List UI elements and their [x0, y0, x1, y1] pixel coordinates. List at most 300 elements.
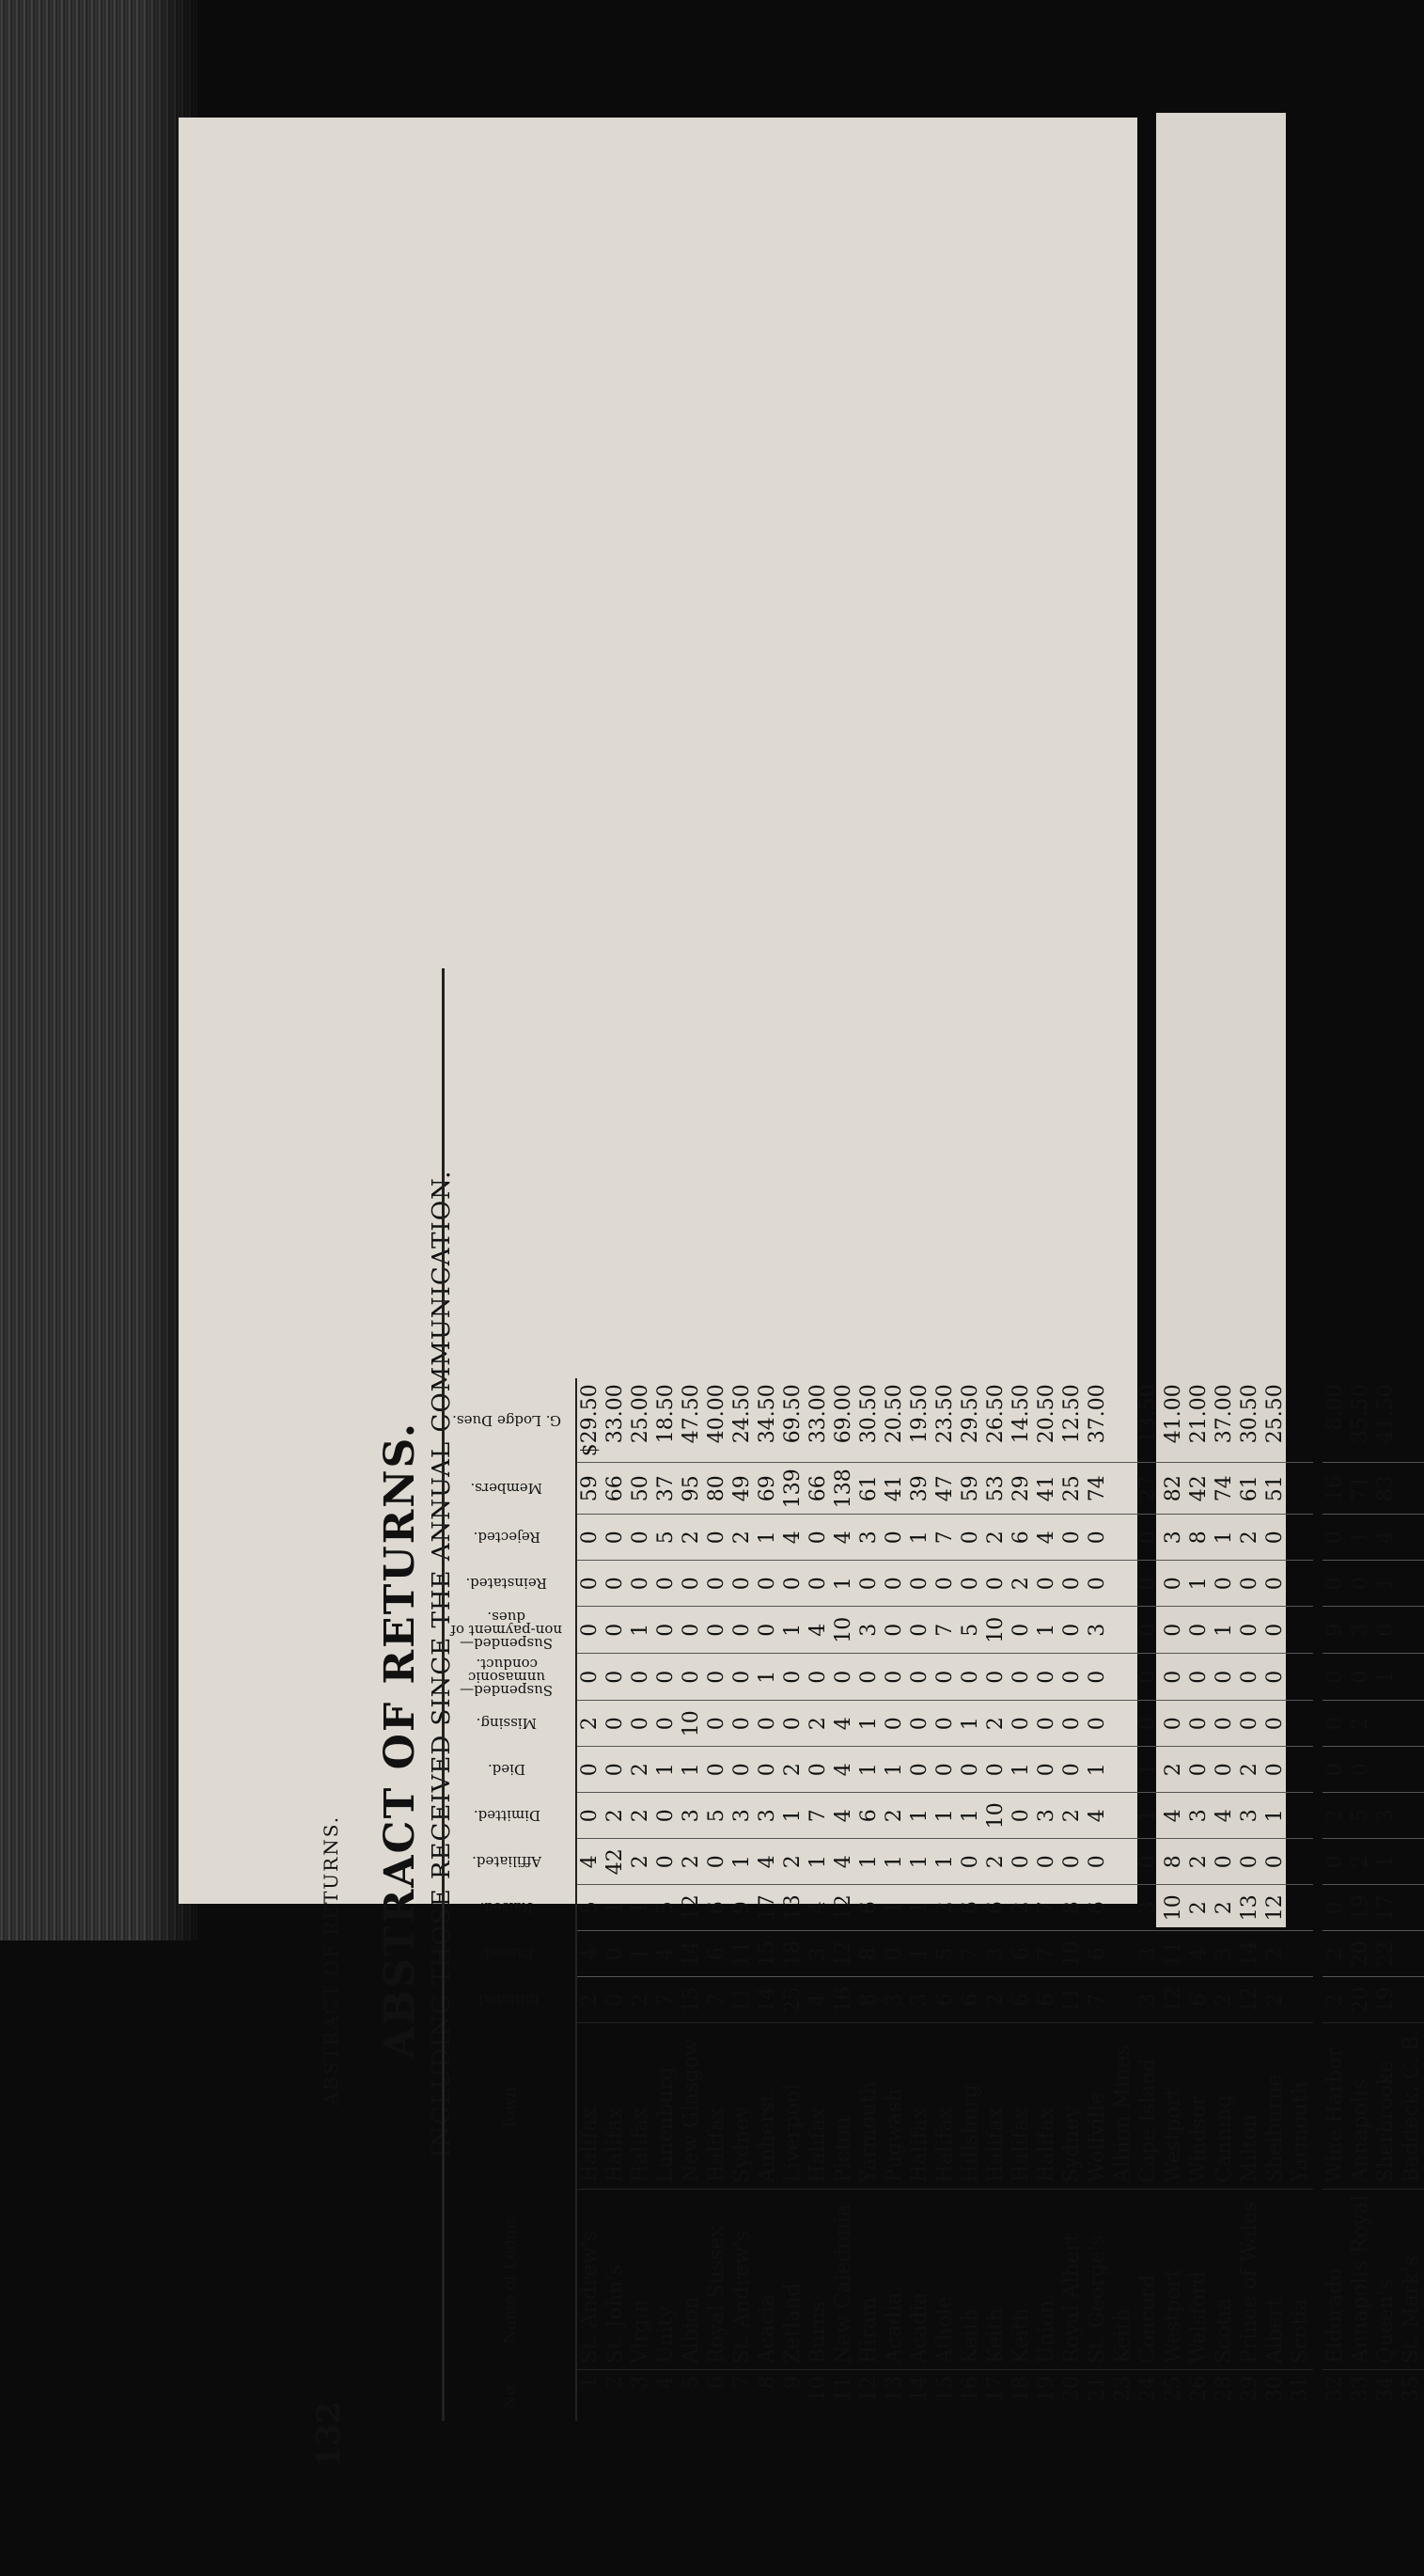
cell-initiated: 19	[1373, 1977, 1399, 2023]
table-row	[983, 1378, 1009, 2421]
cell-susp-dues: 1	[1034, 1607, 1059, 1654]
cell-initiated: 6	[932, 1977, 958, 2023]
lodge-number: 23	[1110, 2370, 1135, 2422]
cell-dues: 18.50	[654, 1384, 678, 1444]
cell-affiliated	[1399, 1839, 1424, 1885]
cell-died	[1110, 1747, 1135, 1793]
lodge-name: Royal Albert	[1059, 2189, 1085, 2369]
returns-table	[446, 1378, 1424, 2421]
cell-members: 41	[882, 1463, 907, 1515]
cell-dimitted: 2	[602, 1793, 628, 1839]
cell-initiated: 2	[628, 1977, 653, 2023]
cell-affiliated: 1	[729, 1839, 755, 1885]
cell-missing: 0	[602, 1701, 628, 1747]
lodge-number: 29	[1237, 2370, 1262, 2422]
cell-reinstated: 0	[1322, 1561, 1348, 1607]
cell-passed: 7	[1034, 1931, 1059, 1977]
cell-members: 66	[806, 1463, 831, 1515]
header-row	[446, 1378, 576, 2421]
cell-susp-dues: 0	[1161, 1607, 1186, 1654]
lodge-town: Westport	[1161, 2023, 1186, 2189]
cell-passed: 20	[1348, 1931, 1373, 1977]
cell-raised: 12	[679, 1885, 704, 1931]
page-subtitle: INCLUDING THOSE RECEIVED SINCE THE ANNUAL COMMUNICATION.	[428, 1170, 456, 2158]
table-row	[932, 1378, 958, 2421]
cell-died: 0	[1186, 1747, 1212, 1793]
cell-died: 4	[831, 1747, 856, 1793]
column-header	[446, 1607, 576, 1654]
cell-raised: 1	[907, 1885, 932, 1931]
cell-susp-conduct: 0	[806, 1654, 831, 1701]
cell-susp-conduct: 0	[1059, 1654, 1085, 1701]
cell-affiliated: 2	[679, 1839, 704, 1885]
cell-missing: 2	[806, 1701, 831, 1747]
cell-dues: 35.50	[1349, 1384, 1372, 1444]
cell-raised: 1	[628, 1885, 653, 1931]
cell-initiated: 20	[1348, 1977, 1373, 2023]
cell-affiliated: 4	[576, 1839, 602, 1885]
cell-passed: 4	[576, 1931, 602, 1977]
lodge-number: 3	[628, 2370, 653, 2422]
cell-dimitted: 2	[1059, 1793, 1085, 1839]
cell-passed: 5	[932, 1931, 958, 1977]
cell-susp-conduct: 1	[1373, 1654, 1399, 1701]
cell-members: 61	[1237, 1463, 1262, 1515]
cell-affiliated: 2	[628, 1839, 653, 1885]
cell-passed: 7	[958, 1931, 983, 1977]
page	[179, 118, 1423, 2468]
cell-died	[1288, 1747, 1313, 1793]
cell-susp-dues: 0	[755, 1607, 780, 1654]
cell-members: 138	[831, 1463, 856, 1515]
lodge-number: 7	[729, 2370, 755, 2422]
lodge-name: Hiram	[856, 2189, 882, 2369]
table-row	[704, 1378, 729, 2421]
cell-died: 0	[983, 1747, 1009, 1793]
cell-initiated: 8	[856, 1977, 882, 2023]
cell-susp-conduct: 0	[958, 1654, 983, 1701]
lodge-number: 31	[1288, 2370, 1313, 2422]
cell-dimitted	[1110, 1793, 1135, 1839]
cell-members: 71	[1348, 1463, 1373, 1515]
cell-affiliated: 1	[907, 1839, 932, 1885]
cell-dues: 14.50	[1009, 1384, 1033, 1444]
cell-members: 95	[679, 1463, 704, 1515]
table-row	[958, 1378, 983, 2421]
lodge-town: Halifax	[983, 2023, 1009, 2189]
lodge-name: Queen's	[1373, 2189, 1399, 2369]
cell-raised: 12	[831, 1885, 856, 1931]
cell-passed: 6	[704, 1931, 729, 1977]
lodge-name: St. Andrew's	[729, 2189, 755, 2369]
lodge-town: New Glasgow	[679, 2023, 704, 2189]
cell-susp-dues: 4	[806, 1607, 831, 1654]
cell-died: 1	[679, 1747, 704, 1793]
lodge-number: 21	[1085, 2370, 1110, 2422]
cell-susp-conduct: 0	[653, 1654, 679, 1701]
cell-members	[1110, 1463, 1135, 1515]
cell-dimitted	[1288, 1793, 1313, 1839]
lodge-town: Pugwash	[882, 2023, 907, 2189]
lodge-town: Albion Mines	[1110, 2023, 1135, 2189]
lodge-name: Acadia	[907, 2189, 932, 2369]
cell-raised: 5	[576, 1885, 602, 1931]
cell-passed: 14	[679, 1931, 704, 1977]
cell-affiliated: 42	[602, 1839, 628, 1885]
cell-passed: 11	[1161, 1931, 1186, 1977]
cell-reinstated: 0	[1161, 1561, 1186, 1607]
lodge-name: Royal Sussex	[704, 2189, 729, 2369]
cell-members: 39	[907, 1463, 932, 1515]
cell-reinstated: 0	[602, 1561, 628, 1607]
cell-affiliated: 2	[983, 1839, 1009, 1885]
table-row	[856, 1378, 882, 2421]
lodge-number: 24	[1135, 2370, 1161, 2422]
cell-missing: 0	[1135, 1701, 1161, 1747]
cell-missing: 0	[1059, 1701, 1085, 1747]
cell-dimitted: 0	[576, 1793, 602, 1839]
cell-missing: 0	[1085, 1701, 1110, 1747]
cell-susp-conduct	[1110, 1654, 1135, 1701]
cell-members: 47	[932, 1463, 958, 1515]
cell-susp-conduct: 0	[729, 1654, 755, 1701]
cell-susp-dues	[1399, 1607, 1424, 1654]
cell-affiliated: 4	[755, 1839, 780, 1885]
cell-dues: 23.50	[933, 1384, 957, 1444]
cell-susp-dues: 0	[679, 1607, 704, 1654]
column-header	[446, 1515, 576, 1561]
column-header-label: Affiliated.	[472, 1853, 541, 1871]
lodge-town: Hillsburg	[958, 2023, 983, 2189]
cell-died: 2	[780, 1747, 806, 1793]
cell-susp-dues: 0	[1059, 1607, 1085, 1654]
cell-members: 74	[1212, 1463, 1237, 1515]
cell-died: 2	[628, 1747, 653, 1793]
lodge-name: St. Andrew's	[576, 2189, 602, 2369]
cell-rejected: 8	[1186, 1515, 1212, 1561]
lodge-name: Scotia	[1288, 2189, 1313, 2369]
cell-members: 50	[628, 1463, 653, 1515]
cell-reinstated: 0	[1237, 1561, 1262, 1607]
column-header	[446, 1654, 576, 1701]
cell-passed: 8	[856, 1931, 882, 1977]
cell-susp-conduct: 1	[755, 1654, 780, 1701]
cell-died: 0	[576, 1747, 602, 1793]
lodge-number: 30	[1262, 2370, 1288, 2422]
cell-members: 66	[602, 1463, 628, 1515]
cell-susp-conduct: 0	[576, 1654, 602, 1701]
cell-rejected: 0	[704, 1515, 729, 1561]
cell-dimitted: 3	[1034, 1793, 1059, 1839]
cell-susp-dues: 0	[1373, 1607, 1399, 1654]
cell-dues: 25.00	[629, 1384, 652, 1444]
cell-members: 80	[704, 1463, 729, 1515]
lodge-number: 14	[907, 2370, 932, 2422]
column-header-label: Initiated.	[474, 1991, 540, 2009]
cell-susp-dues: 0	[1262, 1607, 1288, 1654]
cell-reinstated: 0	[806, 1561, 831, 1607]
cell-initiated: 7	[653, 1977, 679, 2023]
cell-dues: 21.00	[1187, 1384, 1211, 1444]
cell-susp-conduct: 0	[907, 1654, 932, 1701]
cell-dues: 19.50	[908, 1384, 931, 1444]
column-header: Town.	[446, 2023, 576, 2189]
cell-rejected: 3	[1161, 1515, 1186, 1561]
cell-reinstated: 0	[1059, 1561, 1085, 1607]
cell-died: 0	[907, 1747, 932, 1793]
cell-susp-conduct: 0	[780, 1654, 806, 1701]
cell-passed: 3	[806, 1931, 831, 1977]
cell-missing: 0	[1009, 1701, 1034, 1747]
cell-reinstated: 0	[679, 1561, 704, 1607]
lodge-name: Annapolis Royal	[1348, 2189, 1373, 2369]
cell-raised: 6	[983, 1885, 1009, 1931]
cell-passed: 4	[1186, 1931, 1212, 1977]
cell-members: 41	[1034, 1463, 1059, 1515]
lodge-name: Westport	[1161, 2189, 1186, 2369]
cell-susp-conduct: 0	[831, 1654, 856, 1701]
cell-rejected: 1	[907, 1515, 932, 1561]
lodge-town: Halifax	[628, 2023, 653, 2189]
cell-dimitted: 1	[1262, 1793, 1288, 1839]
cell-died: 0	[958, 1747, 983, 1793]
cell-affiliated: 0	[653, 1839, 679, 1885]
lodge-number: 4	[653, 2370, 679, 2422]
lodge-town: Halifax	[1009, 2023, 1034, 2189]
page-gap	[1313, 1378, 1322, 2421]
cell-rejected: 1	[1212, 1515, 1237, 1561]
cell-missing: 0	[1186, 1701, 1212, 1747]
table-row	[1373, 1378, 1399, 2421]
table-row	[679, 1378, 704, 2421]
table-row	[1322, 1378, 1348, 2421]
cell-susp-dues: 5	[958, 1607, 983, 1654]
cell-died: 2	[1161, 1747, 1186, 1793]
lodge-number: 34	[1373, 2370, 1399, 2422]
cell-missing: 0	[907, 1701, 932, 1747]
lodge-number: 28	[1212, 2370, 1237, 2422]
lodge-number: 16	[958, 2370, 983, 2422]
cell-dues: 41.50	[1374, 1384, 1398, 1444]
cell-dimitted: 2	[1322, 1793, 1348, 1839]
lodge-town: Milton	[1237, 2023, 1262, 2189]
cell-initiated: 6	[1034, 1977, 1059, 2023]
cell-affiliated: 0	[1212, 1839, 1237, 1885]
cell-reinstated: 0	[1212, 1561, 1237, 1607]
cell-members: 16	[1322, 1463, 1348, 1515]
cell-raised: 5	[653, 1885, 679, 1931]
cell-dues: $29.50	[578, 1384, 602, 1457]
cell-passed	[1399, 1931, 1424, 1977]
cell-susp-conduct: 0	[1237, 1654, 1262, 1701]
lodge-number: 2	[602, 2370, 628, 2422]
cell-reinstated: 0	[1262, 1561, 1288, 1607]
cell-rejected: 7	[932, 1515, 958, 1561]
cell-susp-dues: 0	[882, 1607, 907, 1654]
table-row	[1348, 1378, 1373, 2421]
cell-raised: 13	[1237, 1885, 1262, 1931]
cell-died: 0	[602, 1747, 628, 1793]
cell-reinstated: 1	[1186, 1561, 1212, 1607]
cell-died: 1	[1135, 1747, 1161, 1793]
cell-passed: 0	[602, 1931, 628, 1977]
column-header	[446, 1378, 576, 1462]
cell-initiated: 12	[1237, 1977, 1262, 2023]
lodge-name: Keith	[983, 2189, 1009, 2369]
cell-dimitted: 5	[1348, 1793, 1373, 1839]
cell-dues: 33.00	[806, 1384, 830, 1444]
cell-initiated: 2	[1322, 1977, 1348, 2023]
cell-passed: 2	[1322, 1931, 1348, 1977]
cell-dues: 34.50	[756, 1384, 779, 1444]
cell-missing: 2	[1348, 1701, 1373, 1747]
cell-died	[1399, 1747, 1424, 1793]
cell-members: 82	[1161, 1463, 1186, 1515]
table-row	[653, 1378, 679, 2421]
cell-susp-conduct: 0	[602, 1654, 628, 1701]
lodge-number: 20	[1059, 2370, 1085, 2422]
cell-missing: 0	[780, 1701, 806, 1747]
lodge-number: 15	[932, 2370, 958, 2422]
table-row	[1034, 1378, 1059, 2421]
lodge-name: Scotia	[1212, 2189, 1237, 2369]
lodge-town: Wolfville	[1085, 2023, 1110, 2189]
cell-died: 0	[1059, 1747, 1085, 1793]
cell-died: 0	[729, 1747, 755, 1793]
lodge-number: 32	[1322, 2370, 1348, 2422]
cell-affiliated: 0	[1322, 1839, 1348, 1885]
cell-reinstated	[1288, 1561, 1313, 1607]
cell-affiliated: 0	[1034, 1839, 1059, 1885]
cell-affiliated: 1	[1373, 1839, 1399, 1885]
column-header: No.	[446, 2370, 576, 2422]
cell-dues: 37.00	[1086, 1384, 1109, 1444]
cell-initiated: 6	[958, 1977, 983, 2023]
cell-reinstated: 0	[1034, 1561, 1059, 1607]
cell-died: 0	[1348, 1747, 1373, 1793]
cell-initiated: 25	[780, 1977, 806, 2023]
cell-dues: 12.50	[1060, 1384, 1084, 1444]
lodge-town: Halifax	[932, 2023, 958, 2189]
cell-members	[1399, 1463, 1424, 1515]
running-header: ABSTRACT OF RETURNS.	[320, 1814, 342, 2106]
cell-dues: 29.50	[959, 1384, 982, 1444]
cell-rejected: 2	[729, 1515, 755, 1561]
cell-rejected	[1399, 1515, 1424, 1561]
cell-rejected: 0	[628, 1515, 653, 1561]
lodge-name: Albion	[679, 2189, 704, 2369]
lodge-town: Halifax	[1034, 2023, 1059, 2189]
cell-missing: 4	[831, 1701, 856, 1747]
lodge-town: Pictou	[831, 2023, 856, 2189]
cell-dimitted: 4	[1085, 1793, 1110, 1839]
cell-passed: 1	[907, 1931, 932, 1977]
cell-missing	[1110, 1701, 1135, 1747]
cell-reinstated: 0	[932, 1561, 958, 1607]
lodge-name: Virgin	[628, 2189, 653, 2369]
cell-members: 59	[576, 1463, 602, 1515]
table-row	[628, 1378, 653, 2421]
lodge-name: Welsford	[1186, 2189, 1212, 2369]
cell-raised: 17	[755, 1885, 780, 1931]
table-row	[1009, 1378, 1034, 2421]
lodge-name: St. John's	[602, 2189, 628, 2369]
cell-affiliated: 0	[704, 1839, 729, 1885]
cell-rejected	[1110, 1515, 1135, 1561]
cell-affiliated: 1	[856, 1839, 882, 1885]
cell-died: 1	[1009, 1747, 1034, 1793]
cell-dimitted: 1	[958, 1793, 983, 1839]
cell-dues: 24.50	[730, 1384, 754, 1444]
cell-died: 0	[1262, 1747, 1288, 1793]
column-header-label: Passed.	[479, 1945, 534, 1963]
cell-susp-dues: 7	[932, 1607, 958, 1654]
cell-susp-dues: 0	[907, 1607, 932, 1654]
cell-raised: 0	[1322, 1885, 1348, 1931]
cell-died: 0	[932, 1747, 958, 1793]
cell-missing: 10	[679, 1701, 704, 1747]
cell-reinstated: 1	[1373, 1561, 1399, 1607]
lodge-number: 6	[704, 2370, 729, 2422]
cell-died: 0	[806, 1747, 831, 1793]
cell-initiated: 12	[1161, 1977, 1186, 2023]
column-header	[446, 1701, 576, 1747]
cell-dimitted: 3	[755, 1793, 780, 1839]
cell-affiliated: 0	[1085, 1839, 1110, 1885]
cell-passed: 10	[1059, 1931, 1085, 1977]
cell-affiliated: 0	[1059, 1839, 1085, 1885]
cell-missing: 0	[628, 1701, 653, 1747]
cell-rejected	[1288, 1515, 1313, 1561]
cell-passed: 1	[628, 1931, 653, 1977]
cell-members: 49	[729, 1463, 755, 1515]
lodge-name: Prince of Wales	[1237, 2189, 1262, 2369]
column-header	[446, 1839, 576, 1885]
cell-reinstated: 0	[1085, 1561, 1110, 1607]
cell-susp-dues	[1288, 1607, 1313, 1654]
cell-susp-conduct: 0	[932, 1654, 958, 1701]
lodge-number: 11	[831, 2370, 856, 2422]
table-row	[907, 1378, 932, 2421]
cell-missing: 0	[1034, 1701, 1059, 1747]
cell-passed: 12	[831, 1931, 856, 1977]
cell-dimitted: 1	[1135, 1793, 1161, 1839]
cell-members	[1288, 1463, 1313, 1515]
cell-missing: 0	[653, 1701, 679, 1747]
cell-dimitted	[1399, 1793, 1424, 1839]
lodge-town: Halifax	[576, 2023, 602, 2189]
cell-dues: 20.50	[883, 1384, 906, 1444]
cell-dues	[1288, 1378, 1313, 1462]
cell-dues: 20.50	[1035, 1384, 1058, 1444]
cell-raised: 1	[602, 1885, 628, 1931]
cell-susp-dues: 0	[729, 1607, 755, 1654]
table-row	[1399, 1378, 1424, 2421]
cell-dues	[1110, 1378, 1135, 1462]
cell-died: 0	[1212, 1747, 1237, 1793]
cell-members: 42	[1186, 1463, 1212, 1515]
cell-susp-conduct: 0	[1186, 1654, 1212, 1701]
table-row	[1237, 1378, 1262, 2421]
cell-reinstated: 0	[653, 1561, 679, 1607]
cell-affiliated: 4	[831, 1839, 856, 1885]
cell-passed: 6	[1085, 1931, 1110, 1977]
cell-initiated: 7	[1085, 1977, 1110, 2023]
cell-missing: 0	[755, 1701, 780, 1747]
cell-initiated	[1110, 1977, 1135, 2023]
lodge-town: Sydney	[1059, 2023, 1085, 2189]
cell-rejected: 0	[602, 1515, 628, 1561]
